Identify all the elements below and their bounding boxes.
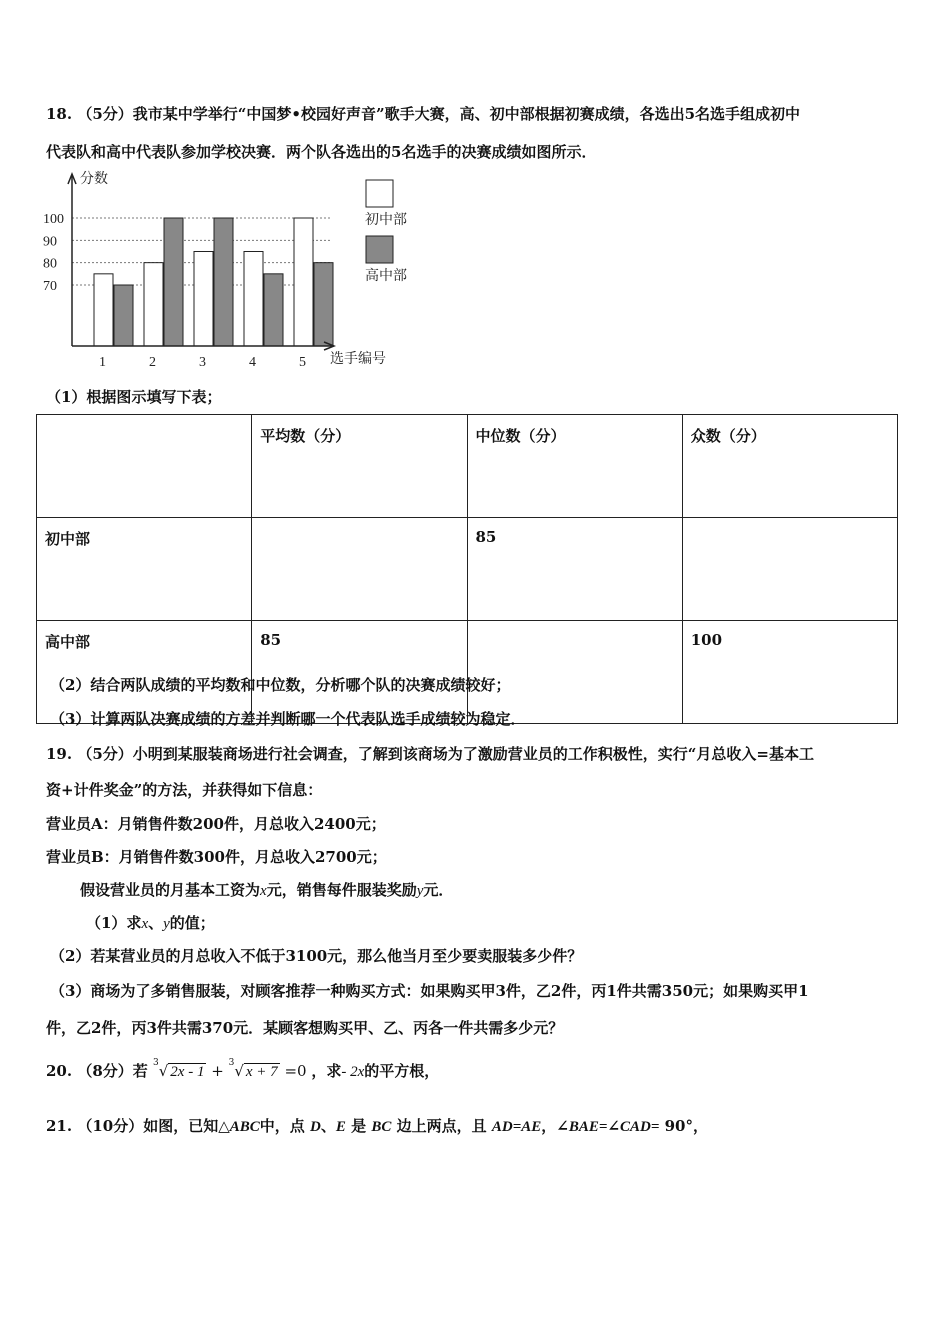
table-cell — [252, 518, 467, 621]
legend-label: 高中部 — [365, 268, 407, 284]
q19-info-b: 营业员B：月销售件数300件，月总收入2700元； — [46, 848, 387, 866]
x-tick-label: 5 — [299, 355, 306, 370]
q18-part3: （3）计算两队决赛成绩的方差并判断哪一个代表队选手成绩较为稳定． — [50, 710, 526, 728]
q20-mid: ，求 — [311, 1062, 342, 1080]
q21-t2: 、 — [320, 1117, 336, 1135]
table-header-mean: 平均数（分） — [252, 415, 467, 518]
q21-t3: 是 — [351, 1117, 367, 1135]
bar-junior — [244, 252, 263, 347]
table-header-mode: 众数（分） — [682, 415, 897, 518]
plus-sign: + — [211, 1062, 224, 1080]
table-cell — [682, 518, 897, 621]
q21-t5: ，∠ — [541, 1117, 569, 1135]
q19-p1-b: 的值； — [169, 914, 215, 932]
radicand-2: x + 7 — [245, 1064, 278, 1080]
bar-junior — [294, 218, 313, 346]
y-tick-label: 70 — [43, 279, 57, 294]
q18-line2: 代表队和高中代表队参加学校决赛．两个队各选出的5名选手的决赛成绩如图所示． — [46, 143, 597, 161]
right-angle-value: 90° — [664, 1117, 693, 1135]
table-header-median: 中位数（分） — [467, 415, 682, 518]
q19-assumption — [80, 879, 453, 900]
triangle-abc: ABC — [229, 1119, 260, 1135]
x-tick-label: 1 — [99, 355, 106, 370]
legend-swatch — [366, 236, 393, 263]
table-cell — [37, 415, 252, 518]
bar-senior — [164, 218, 183, 346]
root-index: 3 — [153, 1058, 159, 1068]
point-d: D — [310, 1119, 321, 1135]
bar-junior — [194, 252, 213, 347]
legend-label: 初中部 — [365, 212, 407, 228]
q20-suffix: 的平方根， — [364, 1062, 440, 1080]
q19-part3-line1: （3）商场为了多销售服装，对顾客推荐一种购买方式：如果购买甲3件，乙2件，丙1件共需350元；如果购买甲1 — [50, 982, 809, 1000]
bar-senior — [314, 263, 333, 346]
var-y: y — [163, 916, 170, 932]
x-tick-label: 4 — [249, 355, 256, 370]
x-tick-label: 2 — [149, 355, 156, 370]
equation: $^3$√ 2x - 1 + $^3$√ x + 7 =0 — [153, 1058, 307, 1080]
root-index: 3 — [228, 1058, 235, 1068]
q19-part1 — [86, 912, 215, 933]
segment-bc: BC — [371, 1119, 392, 1135]
condition-angles: BAE=∠CAD= — [568, 1119, 660, 1135]
table-cell: 85 — [252, 621, 467, 724]
q21-t1: 中，点 — [259, 1117, 305, 1135]
q19-p1-a: （1）求 — [86, 914, 142, 932]
equals-zero: =0 — [284, 1062, 307, 1080]
bar-senior — [264, 274, 283, 346]
legend-swatch — [366, 180, 393, 207]
q21-t4: 边上两点，且 — [396, 1117, 487, 1135]
q21-prefix: 21. （10分）如图，已知△ — [46, 1117, 230, 1135]
x-axis-label: 选手编号 — [330, 351, 386, 367]
condition-ad-ae: AD=AE — [491, 1119, 542, 1135]
q19-info-a: 营业员A：月销售件数200件，月总收入2400元； — [46, 815, 386, 833]
y-tick-label: 80 — [43, 256, 57, 272]
table-row — [37, 518, 898, 621]
q19-line2: 资+计件奖金”的方法，并获得如下信息： — [46, 781, 323, 799]
q20 — [46, 1060, 439, 1081]
q18-line1: 18. （5分）我市某中学举行“中国梦•校园好声音”歌手大赛，高、初中部根据初赛成绩，各选出5名选手组成初中 — [46, 105, 801, 123]
neg-2x: - 2x — [341, 1064, 365, 1080]
radicand-1: 2x - 1 — [170, 1064, 205, 1080]
table-cell: 高中部 — [37, 621, 252, 724]
table-header-row — [37, 415, 898, 518]
table-cell: 85 — [467, 518, 682, 621]
bar-junior — [144, 263, 163, 346]
table-cell: 100 — [682, 621, 897, 724]
q21-t6: ， — [692, 1117, 708, 1135]
bar-junior — [94, 274, 113, 346]
q19-assume-c: 元． — [423, 881, 454, 899]
y-tick-label: 100 — [43, 212, 64, 227]
bar-chart-svg — [40, 168, 430, 373]
y-axis-label: 分数 — [80, 171, 108, 187]
bar-senior — [114, 285, 133, 346]
q18-part2: （2）结合两队成绩的平均数和中位数，分析哪个队的决赛成绩较好； — [50, 676, 511, 694]
q19-part3-line2: 件，乙2件，丙3件共需370元．某顾客想购买甲、乙、丙各一件共需多少元？ — [46, 1019, 564, 1037]
q19-line1: 19. （5分）小明到某服装商场进行社会调查，了解到该商场为了激励营业员的工作积极性，实行“月总收入=基本工 — [46, 745, 814, 763]
q18-part1: （1）根据图示填写下表； — [46, 388, 222, 406]
var-x: x — [260, 883, 267, 899]
var-x: x — [141, 916, 149, 932]
table-cell: 初中部 — [37, 518, 252, 621]
bar-chart — [40, 168, 430, 373]
q19-assume-a: 假设营业员的月基本工资为 — [80, 881, 261, 899]
q21 — [46, 1115, 708, 1136]
bar-senior — [214, 218, 233, 346]
q19-assume-b: 元，销售每件服装奖励 — [266, 881, 417, 899]
q20-prefix: 20. （8分）若 — [46, 1062, 148, 1080]
point-e: E — [335, 1119, 346, 1135]
y-tick-label: 90 — [43, 234, 57, 250]
q19-part2: （2）若某营业员的月总收入不低于3100元，那么他当月至少要卖服装多少件？ — [50, 947, 583, 965]
var-y: y — [416, 883, 424, 899]
x-tick-label: 3 — [199, 355, 206, 370]
q19-p1-sep: 、 — [148, 914, 164, 932]
